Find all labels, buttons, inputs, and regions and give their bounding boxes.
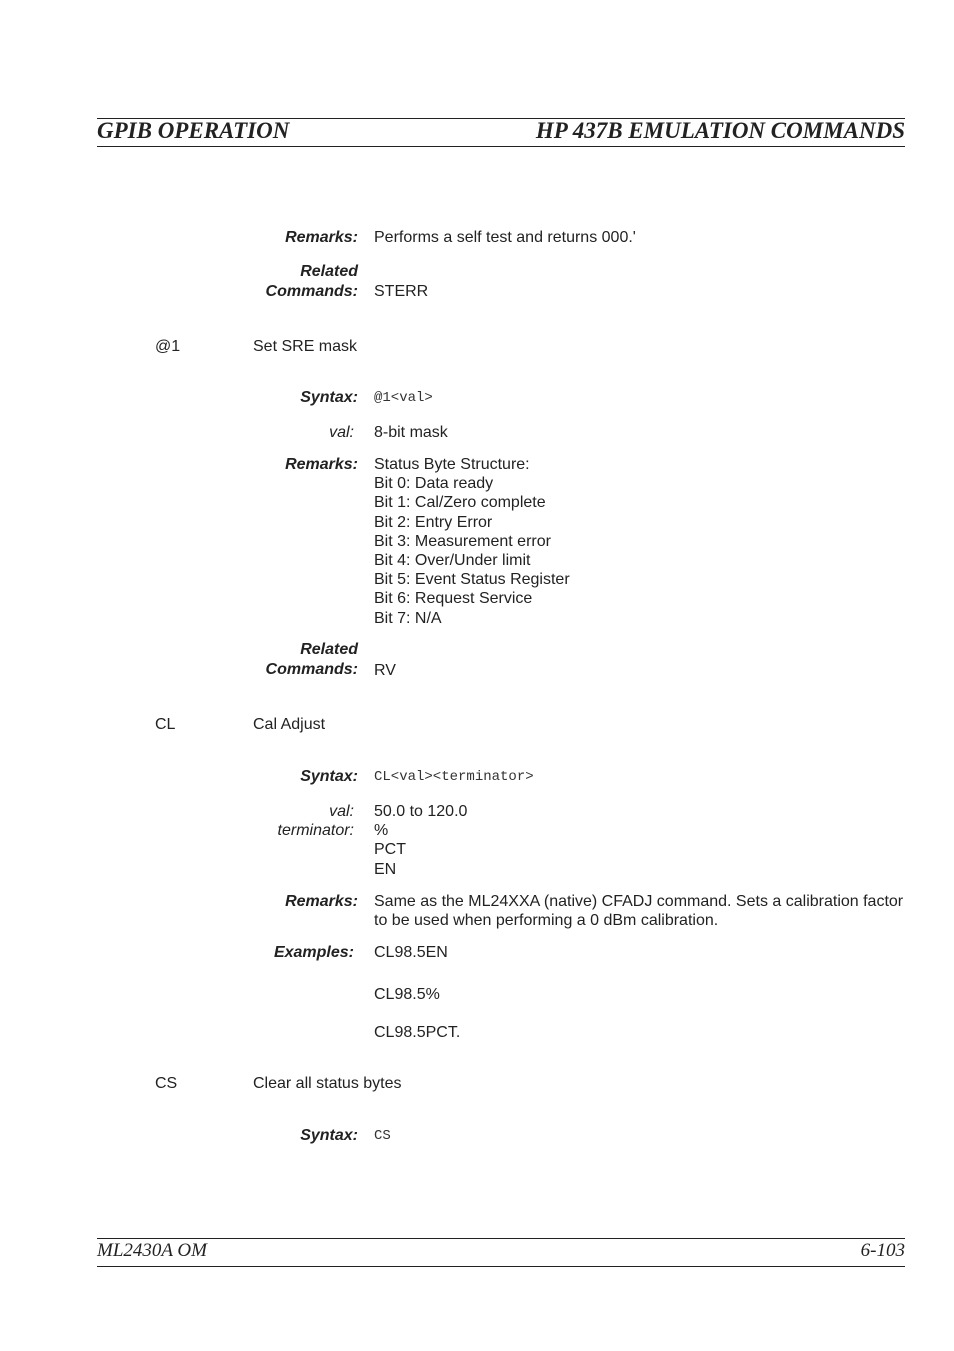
remarks-label: Remarks: (285, 456, 358, 473)
value-line: 50.0 to 120.0 (374, 803, 468, 820)
remarks-line: Status Byte Structure: (374, 456, 530, 473)
syntax-code: CL<val><terminator> (374, 769, 534, 785)
remarks-line: Bit 6: Request Service (374, 590, 533, 608)
command-code: CS (155, 1075, 178, 1092)
value-line: EN (374, 860, 397, 878)
command-code: CL (155, 716, 176, 733)
val-label: val: (329, 803, 354, 820)
command-title: Clear all status bytes (253, 1075, 402, 1092)
remarks-line: Bit 3: Measurement error (374, 532, 551, 550)
related-label (266, 640, 358, 679)
value-line: PCT (374, 841, 406, 859)
remarks-line: Same as the ML24XXA (native) CFADJ command. Sets a calibration factor (374, 893, 904, 910)
command-title: Cal Adjust (253, 716, 326, 733)
remarks-text: Performs a self test and returns 000.' (374, 229, 636, 246)
terminator-label: terminator: (277, 822, 354, 839)
related-commands: STERR (374, 283, 429, 300)
related-label-line1: Related (300, 641, 358, 658)
remarks-text (374, 892, 903, 930)
command-title: Set SRE mask (253, 338, 358, 355)
remarks-label: Remarks: (285, 893, 358, 910)
syntax-code: CS (374, 1128, 391, 1144)
header-chapter-title: HP 437B EMULATION COMMANDS (535, 118, 905, 143)
value-line: % (374, 822, 389, 840)
val-label: val: (329, 424, 354, 441)
footer-top-rule (97, 1238, 905, 1239)
related-label-line2: Commands: (265, 660, 358, 678)
header-bottom-rule (97, 146, 905, 147)
related-label (266, 262, 358, 301)
example-line: CL98.5PCT. (374, 1024, 461, 1041)
related-commands: RV (374, 662, 396, 679)
remarks-line: Bit 4: Over/Under limit (374, 552, 531, 570)
remarks-line: Bit 2: Entry Error (374, 513, 493, 531)
syntax-label: Syntax: (300, 768, 358, 785)
command-code: @1 (155, 338, 181, 355)
header-section-title: GPIB OPERATION (97, 118, 290, 143)
remarks-line: to be used when performing a 0 dBm calibration. (374, 912, 719, 930)
remarks-line: Bit 7: N/A (374, 609, 442, 627)
footer-bottom-rule (97, 1266, 905, 1267)
remarks-line: Bit 5: Event Status Register (374, 571, 570, 589)
footer-document-name: ML2430A OM (97, 1240, 207, 1261)
related-label-line2: Commands: (265, 282, 358, 300)
remarks-line: Bit 0: Data ready (374, 475, 494, 493)
example-line: CL98.5EN (374, 944, 448, 961)
val-text (374, 802, 467, 879)
related-label-line1: Related (300, 263, 358, 280)
footer-page-number: 6-103 (860, 1240, 905, 1261)
remarks-text (374, 455, 570, 628)
remarks-line: Bit 1: Cal/Zero complete (374, 494, 546, 512)
example-line: CL98.5% (374, 986, 440, 1003)
syntax-label: Syntax: (300, 1127, 358, 1144)
syntax-label: Syntax: (300, 389, 358, 406)
examples-label: Examples: (273, 944, 354, 961)
val-text: 8-bit mask (374, 424, 448, 441)
syntax-code: @1<val> (374, 390, 433, 406)
remarks-label: Remarks: (285, 229, 358, 246)
